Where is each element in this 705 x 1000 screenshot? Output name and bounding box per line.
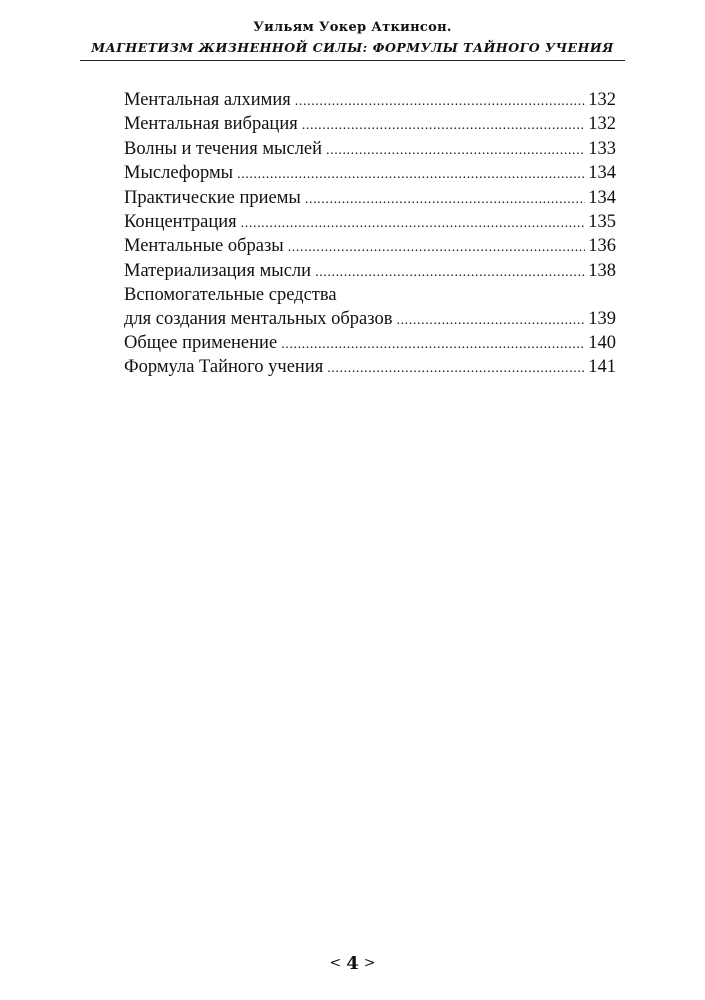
toc-dot-leader bbox=[326, 139, 585, 162]
toc-entry[interactable] bbox=[124, 332, 616, 356]
toc-entry[interactable] bbox=[124, 356, 616, 380]
toc-entry-page: 139 bbox=[588, 308, 616, 329]
toc-entry-title: Материализация мысли bbox=[124, 260, 312, 281]
toc-entry-title: Волны и течения мыслей bbox=[124, 138, 323, 159]
toc-entry-title: Концентрация bbox=[124, 212, 237, 233]
page-number: 4 bbox=[346, 953, 359, 974]
toc-dot-leader bbox=[396, 309, 585, 332]
toc-entry-title: для создания ментальных образов bbox=[124, 308, 393, 329]
toc-entry-page: 135 bbox=[588, 212, 616, 233]
toc-entry-page: 134 bbox=[588, 187, 616, 208]
toc-entry-title: Общее применение bbox=[124, 333, 278, 354]
toc-entry[interactable] bbox=[124, 260, 616, 284]
header-author: Уильям Уокер Аткинсон. bbox=[253, 20, 452, 35]
toc-entry-title-line1: Вспомогательные средства bbox=[124, 285, 337, 306]
right-bracket-glyph: > bbox=[363, 955, 376, 971]
toc-dot-leader bbox=[315, 261, 585, 284]
toc-entry[interactable] bbox=[124, 138, 616, 162]
toc-dot-leader bbox=[305, 188, 585, 211]
toc-dot-leader bbox=[288, 236, 586, 259]
header-book-title: МАГНЕТИЗМ ЖИЗНЕННОЙ СИЛЫ: ФОРМУЛЫ ТАЙНОГО УЧЕНИЯ bbox=[91, 40, 614, 55]
toc-entry[interactable] bbox=[124, 113, 616, 137]
toc-entry[interactable] bbox=[124, 211, 616, 235]
toc-entry[interactable] bbox=[124, 162, 616, 186]
toc-dot-leader bbox=[281, 333, 585, 356]
toc-entry-title: Практические приемы bbox=[124, 187, 301, 208]
toc-entry[interactable] bbox=[124, 284, 616, 332]
toc-entry-title: Ментальные образы bbox=[124, 236, 284, 257]
toc-entry[interactable] bbox=[124, 235, 616, 259]
toc-dot-leader bbox=[237, 163, 585, 186]
table-of-contents bbox=[124, 89, 616, 381]
toc-entry-title: Формула Тайного учения bbox=[124, 357, 324, 378]
toc-entry-page: 138 bbox=[588, 260, 616, 281]
page-footer bbox=[0, 953, 705, 974]
toc-entry-page: 136 bbox=[588, 236, 616, 257]
toc-entry-page: 133 bbox=[588, 138, 616, 159]
running-header bbox=[0, 0, 705, 70]
toc-entry-page: 141 bbox=[588, 357, 616, 378]
left-bracket-glyph: < bbox=[329, 955, 342, 971]
toc-entry-title: Ментальная алхимия bbox=[124, 90, 291, 110]
header-divider bbox=[80, 60, 625, 61]
toc-entry[interactable] bbox=[124, 89, 616, 113]
toc-dot-leader bbox=[327, 357, 585, 380]
toc-entry-page: 140 bbox=[588, 333, 616, 354]
toc-entry-title: Мыслеформы bbox=[124, 163, 234, 184]
toc-entry-page: 134 bbox=[588, 163, 616, 184]
toc-entry-page: 132 bbox=[588, 114, 616, 135]
toc-dot-leader bbox=[241, 212, 586, 235]
toc-entry-page: 132 bbox=[588, 90, 616, 110]
toc-entry-title: Ментальная вибрация bbox=[124, 114, 298, 135]
toc-dot-leader bbox=[295, 90, 585, 113]
toc-entry[interactable] bbox=[124, 187, 616, 211]
toc-dot-leader bbox=[302, 114, 586, 137]
